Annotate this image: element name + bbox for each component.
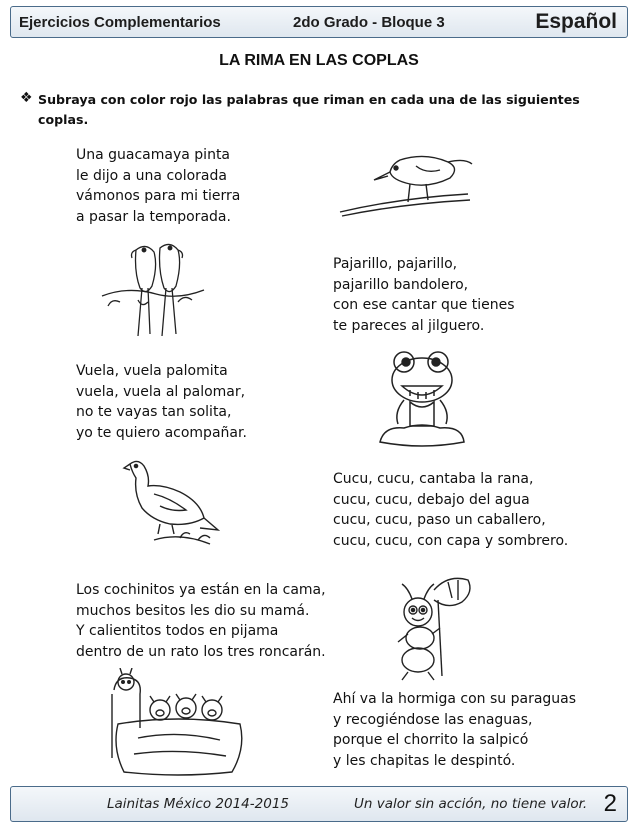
stanza-line: cucu, cucu, debajo del agua [333, 491, 530, 508]
stanza-pajarillo [333, 254, 515, 336]
stanza-line: Los cochinitos ya están en la cama, [76, 582, 326, 598]
stanza-line: cucu, cucu, con capa y sombrero. [333, 532, 569, 549]
header-grade-block: 2do Grado - Bloque 3 [293, 14, 445, 31]
header-subject: Español [535, 10, 617, 33]
parrots-illustration [98, 236, 208, 340]
stanza-line: porque el chorrito la salpicó [333, 732, 529, 748]
stanza-line: Una guacamaya pinta [76, 147, 231, 163]
bird-on-branch-illustration [330, 150, 475, 220]
stanza-line: y recogiéndose las enaguas, [333, 711, 533, 728]
stanza-line: y les chapitas le despintó. [333, 752, 516, 769]
footer-credit: Lainitas México 2014-2015 [107, 796, 289, 812]
stanza-hormiga [333, 689, 576, 771]
page-number: 2 [603, 790, 617, 817]
ant-umbrella-illustration [388, 572, 476, 682]
header-subject-series: Ejercicios Complementarios [19, 14, 221, 31]
stanza-line: cucu, cucu, paso un caballero, [333, 512, 546, 528]
stanza-line: Ahí va la hormiga con su paraguas [333, 691, 577, 707]
stanza-line: vuela, vuela al palomar, [76, 383, 246, 400]
page-title: LA RIMA EN LAS COPLAS [219, 52, 419, 69]
stanza-guacamaya [76, 145, 240, 227]
stanza-line: Y calientitos todos en pijama [76, 623, 279, 639]
stanza-cochinitos [76, 580, 326, 662]
stanza-line: Pajarillo, pajarillo, [333, 256, 458, 272]
stanza-line: no te vayas tan solita, [76, 404, 232, 420]
page-footer [10, 786, 628, 822]
instruction-text: Subraya con color rojo las palabras que riman en cada una de las siguientes coplas. [38, 92, 580, 127]
footer-motto: Un valor sin acción, no tiene valor. [354, 796, 588, 812]
stanza-palomita [76, 361, 247, 443]
stanza-line: con ese cantar que tienes [333, 297, 515, 313]
page-header [10, 6, 628, 38]
stanza-line: te pareces al jilguero. [333, 317, 485, 334]
piglets-in-bed-illustration [108, 668, 248, 780]
stanza-line: le dijo a una colorada [76, 167, 227, 184]
dove-illustration [120, 454, 220, 554]
frog-illustration [374, 346, 470, 456]
stanza-line: Vuela, vuela palomita [76, 363, 228, 379]
stanza-rana [333, 469, 568, 551]
stanza-line: vámonos para mi tierra [76, 188, 241, 204]
diamond-bullet-icon: ❖ [20, 90, 33, 106]
stanza-line: muchos besitos les dio su mamá. [76, 602, 310, 619]
stanza-line: yo te quiero acompañar. [76, 424, 247, 441]
stanza-line: pajarillo bandolero, [333, 276, 469, 293]
stanza-line: a pasar la temporada. [76, 208, 231, 225]
stanza-line: Cucu, cucu, cantaba la rana, [333, 471, 534, 487]
stanza-line: dentro de un rato los tres roncarán. [76, 643, 326, 660]
